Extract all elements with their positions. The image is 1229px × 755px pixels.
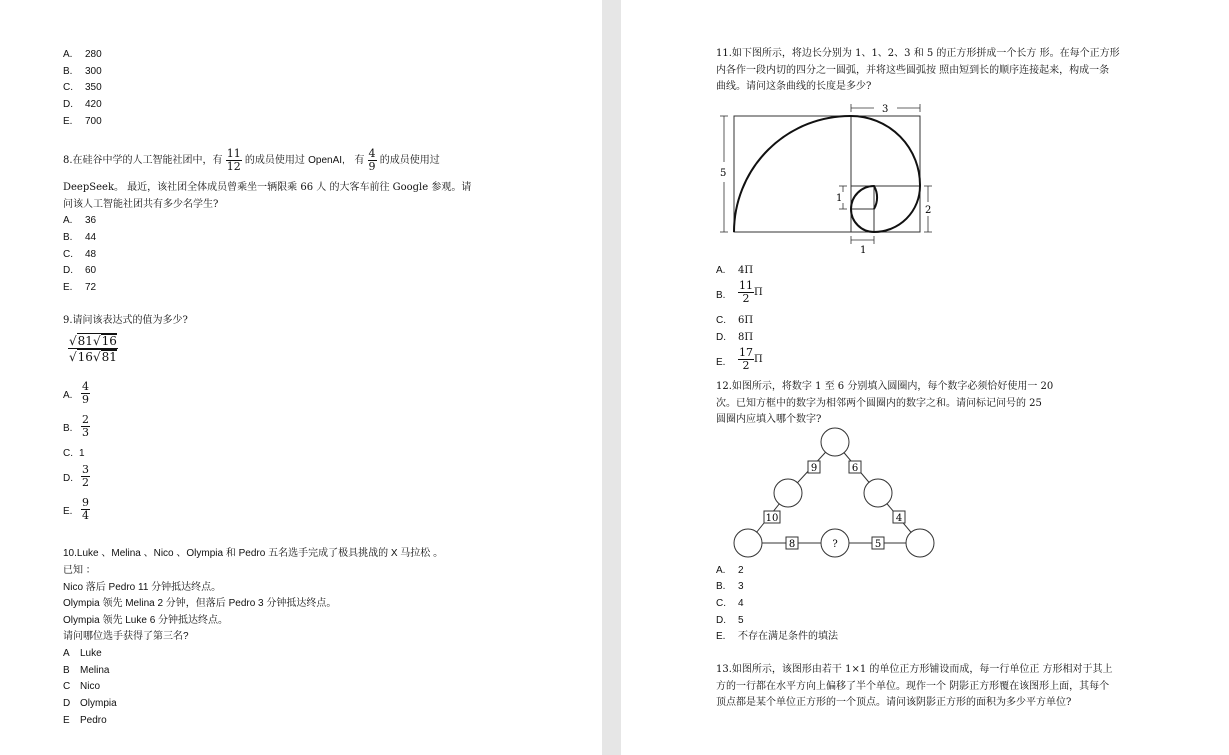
option-b-value: 300 (85, 66, 102, 77)
option-e-value: 72 (85, 282, 97, 293)
label-3: 3 (882, 104, 889, 115)
circle-left-mid (774, 479, 802, 507)
question-12-line2: 次。已知方框中的数字为相邻两个圆圈内的数字之和。请问标记问号的 25 (716, 398, 1042, 409)
q8-fraction-1: $\frac{11}{12}$ (226, 147, 241, 173)
option-d: D. (63, 265, 73, 276)
option-a-value: 2 (738, 565, 744, 576)
option-d: D. (63, 99, 73, 110)
option-c: C (63, 681, 71, 692)
question-10-line3: Nico 落后 Pedro 11 分钟抵达终点。 (63, 582, 222, 593)
svg-text:9: 9 (810, 463, 818, 474)
option-a: A. (63, 49, 73, 60)
option-b: B (63, 665, 70, 676)
option-c: C. (716, 315, 726, 326)
circle-bottom-left (734, 529, 762, 557)
svg-text:6: 6 (851, 463, 859, 474)
q8-openai: OpenAI, (308, 155, 345, 166)
label-1-bottom: 1 (860, 245, 867, 256)
question-9-text: 9.请问该表达式的值为多少? (63, 315, 188, 326)
question-10-line4: Olympia 领先 Melina 2 分钟，但落后 Pedro 3 分钟抵达终点。 (63, 598, 337, 609)
option-b: B. (63, 232, 73, 243)
option-e: E. (63, 116, 73, 127)
svg-text:4: 4 (895, 513, 903, 524)
option-c: C. (63, 448, 73, 459)
option-d: D. (63, 473, 73, 484)
q8-text-part1: 8.在硅谷中学的人工智能社团中，有 (63, 155, 223, 166)
option-d: D (63, 698, 71, 709)
q9-expression: $\frac{√81√16}{√16√81}$ (69, 334, 117, 364)
option-c-value: 6Π (738, 315, 754, 326)
question-13-line3: 顶点都是某个单位正方形的一个顶点。请问该阴影正方形的面积为多少平方单位? (716, 697, 1072, 708)
option-a-value: 280 (85, 49, 102, 60)
option-b: B. (716, 581, 726, 592)
spiral-curve (734, 116, 920, 232)
circle-right-mid (864, 479, 892, 507)
question-11-line1: 11.如下图所示，将边长分别为 1、1、2、3 和 5 的正方形拼成一个长方 形。在每个正方形 (716, 48, 1120, 59)
option-b-value: Melina (80, 665, 110, 676)
question-11-line3: 曲线。请问这条曲线的长度是多少? (716, 81, 872, 92)
question-10-line2: 已知 ： (63, 565, 96, 576)
left-page (0, 0, 602, 755)
option-c: C. (63, 82, 73, 93)
option-d-value: 5 (738, 615, 744, 626)
option-d-value: Olympia (80, 698, 117, 709)
option-d: D. (716, 332, 726, 343)
option-e-value: 700 (85, 116, 102, 127)
svg-text:5: 5 (874, 539, 882, 550)
q8-text-part3: 有 (354, 155, 365, 166)
option-e: E. (63, 506, 73, 517)
option-e: E. (716, 357, 726, 368)
q8-text-part4: 的成员使用过 (379, 155, 440, 166)
option-d-value: 60 (85, 265, 97, 276)
question-12-line1: 12.如图所示，将数字 1 至 6 分别填入圆圈内，每个数字必须恰好使用一 20 (716, 381, 1054, 392)
option-a-fraction: $\frac{4}{9}$ (82, 380, 89, 406)
option-a: A (63, 648, 70, 659)
option-c-value: Nico (80, 681, 101, 692)
option-a-value: Luke (80, 648, 102, 659)
q8-text-part2: 的成员使用过 (244, 155, 305, 166)
option-c-value: 4 (738, 598, 744, 609)
page-gutter (602, 0, 621, 755)
option-a-value: 36 (85, 215, 97, 226)
question-8-line1 (63, 148, 440, 173)
option-a-value: 4Π (738, 265, 754, 276)
option-d: D. (716, 615, 726, 626)
option-c: C. (716, 598, 726, 609)
option-b-fraction: $\frac{11}{2}$ Π (739, 279, 763, 305)
option-e: E. (63, 282, 73, 293)
option-e-value: 不存在满足条件的填法 (738, 631, 838, 642)
svg-text:10: 10 (765, 513, 779, 524)
option-a: A. (716, 565, 726, 576)
option-b-value: 44 (85, 232, 97, 243)
question-10-line5: Olympia 领先 Luke 6 分钟抵达终点。 (63, 615, 229, 626)
option-d-value: 420 (85, 99, 102, 110)
option-d-value: 8Π (738, 332, 754, 343)
question-8-line2: DeepSeek。 最近，该社团全体成员曾乘坐一辆限乘 66 人 的大客车前往 Google 参观。请 (63, 182, 472, 193)
option-c-value: 48 (85, 249, 97, 260)
option-e: E. (716, 631, 726, 642)
question-13-line1: 13.如图所示，该图形由若干 1×1 的单位正方形铺设而成，每一行单位正 方形相对于其上 (716, 664, 1113, 675)
option-e-value: Pedro (80, 715, 107, 726)
option-a: A. (63, 390, 73, 401)
option-e-fraction: $\frac{17}{2}$ Π (739, 346, 763, 372)
option-b-value: 3 (738, 581, 744, 592)
option-a: A. (716, 265, 726, 276)
question-10-line6: 请问哪位选手获得了第三名? (63, 631, 189, 642)
option-c-value: 350 (85, 82, 102, 93)
question-11-line2: 内各作一段内切的四分之一圆弧，并将这些圆弧按 照由短到长的顺序连接起来，构成一条 (716, 65, 1110, 76)
circle-bottom-right (906, 529, 934, 557)
option-c-value: 1 (79, 448, 85, 459)
option-e-fraction: $\frac{9}{4}$ (82, 496, 89, 522)
question-10-line1: 10.Luke 、Melina 、Nico 、Olympia 和 Pedro 五名选手完成了极具挑战的 X 马拉松 。 (63, 548, 444, 559)
option-b: B. (63, 66, 73, 77)
label-1-inner: 1 (836, 193, 843, 204)
option-c: C. (63, 249, 73, 260)
circle-top (821, 428, 849, 456)
label-2: 2 (925, 205, 932, 216)
question-12-line3: 圆圈内应填入哪个数字? (716, 414, 822, 425)
label-5: 5 (720, 168, 727, 179)
option-b: B. (716, 290, 726, 301)
right-page (621, 0, 1229, 755)
q8-fraction-2: $\frac{4}{9}$ (368, 147, 376, 173)
option-e: E (63, 715, 70, 726)
fibonacci-spiral-figure (714, 100, 939, 260)
option-b: B. (63, 423, 73, 434)
option-d-fraction: $\frac{3}{2}$ (82, 463, 89, 489)
option-b-fraction: $\frac{2}{3}$ (82, 413, 89, 439)
question-mark: ? (832, 539, 838, 550)
question-13-line2: 方的一行都在水平方向上偏移了半个单位。现作一个 阴影正方形覆在该图形上面，其每个 (716, 681, 1110, 692)
circle-triangle-figure (731, 425, 941, 562)
option-a: A. (63, 215, 73, 226)
question-8-line3: 问该人工智能社团共有多少名学生? (63, 199, 219, 210)
svg-text:8: 8 (788, 539, 796, 550)
